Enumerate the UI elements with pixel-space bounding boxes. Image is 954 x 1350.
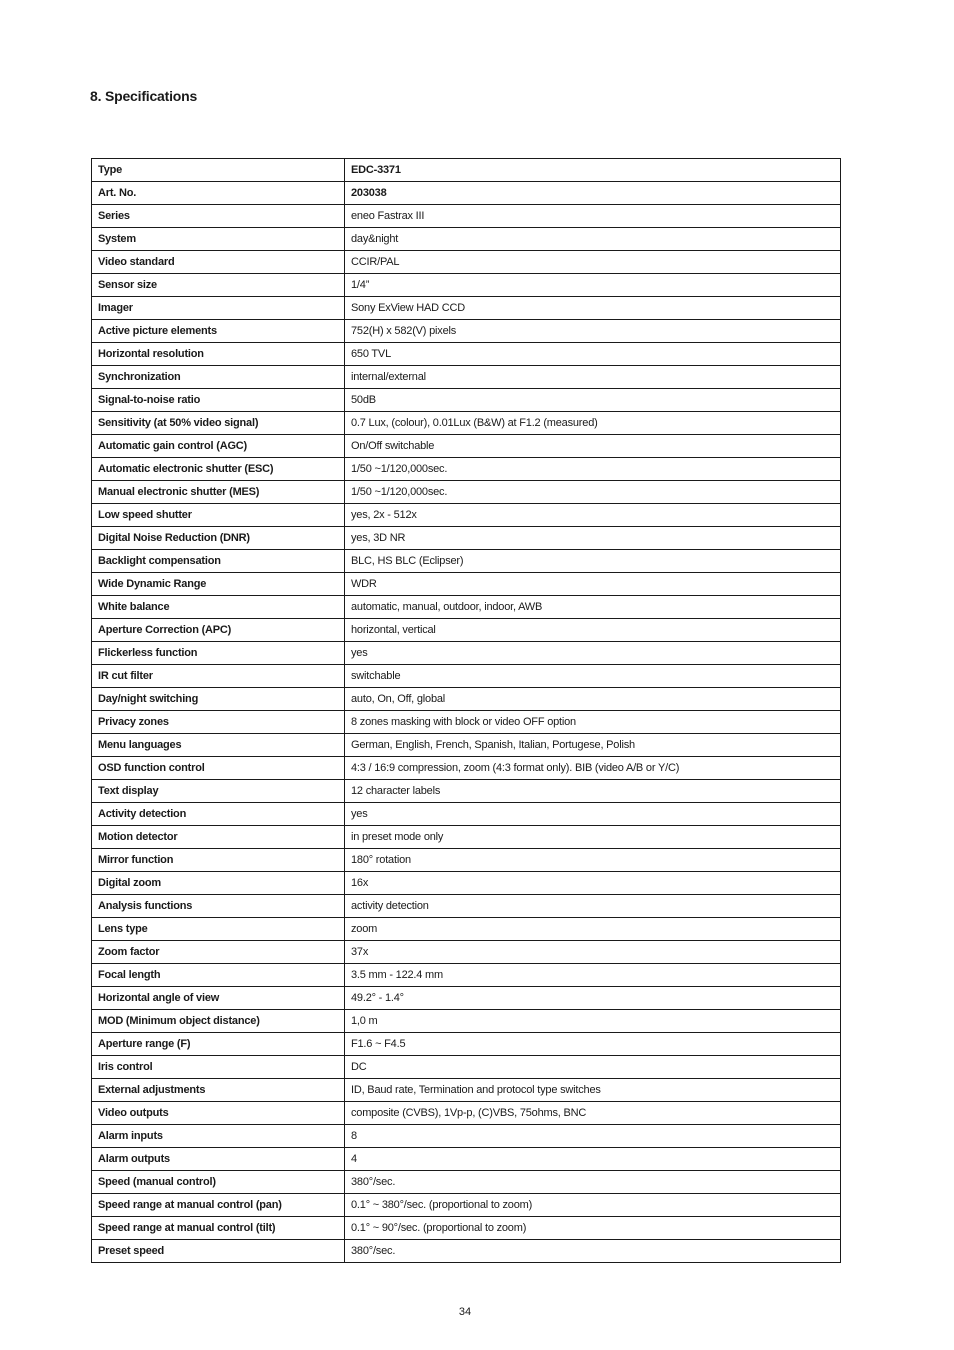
spec-value: switchable xyxy=(345,665,841,688)
table-row xyxy=(92,1148,841,1171)
spec-label: External adjustments xyxy=(92,1079,345,1102)
spec-value: eneo Fastrax III xyxy=(345,205,841,228)
table-row xyxy=(92,665,841,688)
table-row xyxy=(92,320,841,343)
spec-value: ID, Baud rate, Termination and protocol type switches xyxy=(345,1079,841,1102)
table-row xyxy=(92,872,841,895)
spec-value: yes, 2x - 512x xyxy=(345,504,841,527)
spec-label: Zoom factor xyxy=(92,941,345,964)
spec-value: 8 zones masking with block or video OFF option xyxy=(345,711,841,734)
spec-label: Preset speed xyxy=(92,1240,345,1263)
spec-label: Wide Dynamic Range xyxy=(92,573,345,596)
table-row xyxy=(92,757,841,780)
spec-label: Speed range at manual control (pan) xyxy=(92,1194,345,1217)
table-row xyxy=(92,205,841,228)
spec-value: BLC, HS BLC (Eclipser) xyxy=(345,550,841,573)
table-row xyxy=(92,1102,841,1125)
page-number: 34 xyxy=(458,1306,472,1318)
spec-value: On/Off switchable xyxy=(345,435,841,458)
spec-label: Low speed shutter xyxy=(92,504,345,527)
table-row xyxy=(92,1240,841,1263)
spec-value: 50dB xyxy=(345,389,841,412)
table-row xyxy=(92,389,841,412)
spec-value: 180° rotation xyxy=(345,849,841,872)
spec-label: Video standard xyxy=(92,251,345,274)
table-row xyxy=(92,826,841,849)
spec-value: 4:3 / 16:9 compression, zoom (4:3 format only). BIB (video A/B or Y/C) xyxy=(345,757,841,780)
spec-label: Analysis functions xyxy=(92,895,345,918)
spec-label: White balance xyxy=(92,596,345,619)
table-row xyxy=(92,918,841,941)
spec-label: Menu languages xyxy=(92,734,345,757)
table-row xyxy=(92,435,841,458)
table-row xyxy=(92,964,841,987)
table-row xyxy=(92,619,841,642)
table-row xyxy=(92,251,841,274)
table-row xyxy=(92,1079,841,1102)
spec-label: MOD (Minimum object distance) xyxy=(92,1010,345,1033)
table-row xyxy=(92,343,841,366)
table-row xyxy=(92,803,841,826)
table-row xyxy=(92,734,841,757)
spec-label: Series xyxy=(92,205,345,228)
spec-label: Speed (manual control) xyxy=(92,1171,345,1194)
spec-value: EDC-3371 xyxy=(345,159,841,182)
table-row xyxy=(92,182,841,205)
spec-value: activity detection xyxy=(345,895,841,918)
table-row xyxy=(92,1171,841,1194)
table-row xyxy=(92,895,841,918)
spec-value: yes xyxy=(345,803,841,826)
spec-value: CCIR/PAL xyxy=(345,251,841,274)
spec-value: yes, 3D NR xyxy=(345,527,841,550)
table-row xyxy=(92,642,841,665)
spec-label: Active picture elements xyxy=(92,320,345,343)
spec-label: Day/night switching xyxy=(92,688,345,711)
spec-label: IR cut filter xyxy=(92,665,345,688)
table-row xyxy=(92,711,841,734)
table-row xyxy=(92,481,841,504)
spec-value: zoom xyxy=(345,918,841,941)
spec-label: Iris control xyxy=(92,1056,345,1079)
spec-value: auto, On, Off, global xyxy=(345,688,841,711)
spec-label: OSD function control xyxy=(92,757,345,780)
spec-label: Automatic electronic shutter (ESC) xyxy=(92,458,345,481)
spec-value: 380°/sec. xyxy=(345,1171,841,1194)
spec-value: 4 xyxy=(345,1148,841,1171)
spec-label: Mirror function xyxy=(92,849,345,872)
spec-label: Sensitivity (at 50% video signal) xyxy=(92,412,345,435)
spec-label: Type xyxy=(92,159,345,182)
spec-label: System xyxy=(92,228,345,251)
spec-label: Digital Noise Reduction (DNR) xyxy=(92,527,345,550)
specifications-table xyxy=(91,158,841,1263)
spec-label: Backlight compensation xyxy=(92,550,345,573)
spec-value: F1.6 ~ F4.5 xyxy=(345,1033,841,1056)
table-row xyxy=(92,228,841,251)
spec-value: day&night xyxy=(345,228,841,251)
spec-label: Speed range at manual control (tilt) xyxy=(92,1217,345,1240)
spec-value: 203038 xyxy=(345,182,841,205)
spec-value: 1/50 ~1/120,000sec. xyxy=(345,481,841,504)
spec-label: Alarm inputs xyxy=(92,1125,345,1148)
spec-value: 12 character labels xyxy=(345,780,841,803)
spec-value: 8 xyxy=(345,1125,841,1148)
spec-value: 37x xyxy=(345,941,841,964)
spec-label: Digital zoom xyxy=(92,872,345,895)
spec-value: 16x xyxy=(345,872,841,895)
spec-value: German, English, French, Spanish, Italian, Portugese, Polish xyxy=(345,734,841,757)
spec-label: Flickerless function xyxy=(92,642,345,665)
spec-value: 3.5 mm - 122.4 mm xyxy=(345,964,841,987)
specifications-table-body xyxy=(92,159,841,1263)
spec-label: Focal length xyxy=(92,964,345,987)
table-row xyxy=(92,987,841,1010)
table-row xyxy=(92,550,841,573)
spec-value: automatic, manual, outdoor, indoor, AWB xyxy=(345,596,841,619)
section-title: 8. Specifications xyxy=(90,88,198,104)
spec-value: 1,0 m xyxy=(345,1010,841,1033)
spec-label: Horizontal resolution xyxy=(92,343,345,366)
table-row xyxy=(92,159,841,182)
spec-label: Signal-to-noise ratio xyxy=(92,389,345,412)
table-row xyxy=(92,1194,841,1217)
table-row xyxy=(92,1010,841,1033)
spec-value: 1/4” xyxy=(345,274,841,297)
spec-label: Aperture Correction (APC) xyxy=(92,619,345,642)
spec-value: horizontal, vertical xyxy=(345,619,841,642)
spec-value: 0.7 Lux, (colour), 0.01Lux (B&W) at F1.2 (measured) xyxy=(345,412,841,435)
spec-label: Activity detection xyxy=(92,803,345,826)
spec-label: Video outputs xyxy=(92,1102,345,1125)
spec-value: 0.1° ~ 380°/sec. (proportional to zoom) xyxy=(345,1194,841,1217)
spec-value: DC xyxy=(345,1056,841,1079)
table-row xyxy=(92,1217,841,1240)
table-row xyxy=(92,1033,841,1056)
spec-value: yes xyxy=(345,642,841,665)
table-row xyxy=(92,1056,841,1079)
spec-value: 1/50 ~1/120,000sec. xyxy=(345,458,841,481)
spec-value: internal/external xyxy=(345,366,841,389)
spec-value: composite (CVBS), 1Vp-p, (C)VBS, 75ohms, BNC xyxy=(345,1102,841,1125)
spec-label: Lens type xyxy=(92,918,345,941)
table-row xyxy=(92,688,841,711)
table-row xyxy=(92,366,841,389)
table-row xyxy=(92,274,841,297)
spec-label: Synchronization xyxy=(92,366,345,389)
table-row xyxy=(92,573,841,596)
spec-label: Text display xyxy=(92,780,345,803)
table-row xyxy=(92,780,841,803)
spec-label: Sensor size xyxy=(92,274,345,297)
table-row xyxy=(92,849,841,872)
spec-value: 0.1° ~ 90°/sec. (proportional to zoom) xyxy=(345,1217,841,1240)
spec-label: Privacy zones xyxy=(92,711,345,734)
spec-label: Art. No. xyxy=(92,182,345,205)
table-row xyxy=(92,297,841,320)
table-row xyxy=(92,1125,841,1148)
spec-value: WDR xyxy=(345,573,841,596)
table-row xyxy=(92,504,841,527)
table-row xyxy=(92,596,841,619)
spec-label: Motion detector xyxy=(92,826,345,849)
spec-label: Imager xyxy=(92,297,345,320)
spec-label: Automatic gain control (AGC) xyxy=(92,435,345,458)
spec-value: in preset mode only xyxy=(345,826,841,849)
spec-label: Horizontal angle of view xyxy=(92,987,345,1010)
spec-value: 49.2° - 1.4° xyxy=(345,987,841,1010)
spec-value: 380°/sec. xyxy=(345,1240,841,1263)
table-row xyxy=(92,412,841,435)
spec-label: Aperture range (F) xyxy=(92,1033,345,1056)
table-row xyxy=(92,458,841,481)
spec-value: 650 TVL xyxy=(345,343,841,366)
spec-value: 752(H) x 582(V) pixels xyxy=(345,320,841,343)
spec-value: Sony ExView HAD CCD xyxy=(345,297,841,320)
spec-label: Alarm outputs xyxy=(92,1148,345,1171)
table-row xyxy=(92,941,841,964)
spec-label: Manual electronic shutter (MES) xyxy=(92,481,345,504)
table-row xyxy=(92,527,841,550)
